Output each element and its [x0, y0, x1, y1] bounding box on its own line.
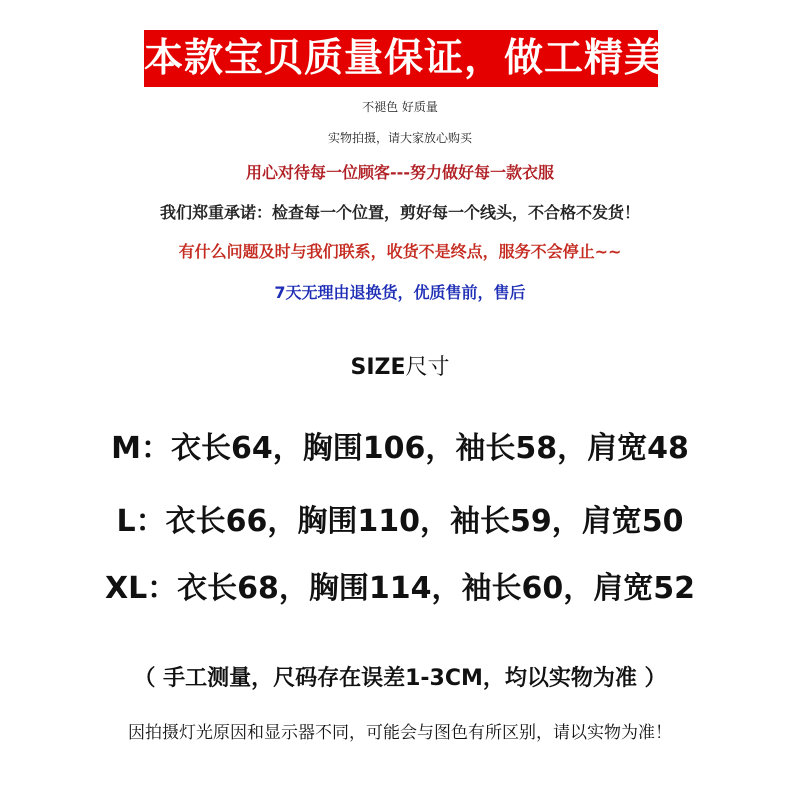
measurement-note: （ 手工测量，尺码存在误差1-3CM，均以实物为准 ）: [133, 666, 667, 691]
promise-line-returns: 7天无理由退换货，优质售前，售后: [274, 283, 526, 302]
size-row-m: M：衣长64，胸围106，袖长58，肩宽48: [111, 431, 689, 466]
size-row-xl: XL：衣长68，胸围114，袖长60，肩宽52: [104, 571, 696, 606]
size-heading-en: SIZE: [350, 355, 406, 380]
tagline-colorfast: 不褪色 好质量: [362, 100, 438, 114]
size-heading-cn: 尺寸: [405, 355, 450, 380]
promise-line-service: 有什么问题及时与我们联系，收货不是终点，服务不会停止~~: [178, 242, 622, 261]
promise-line-inspection: 我们郑重承诺：检查每一个位置，剪好每一个线头，不合格不发货！: [159, 203, 640, 222]
tagline-real-photo: 实物拍摄，请大家放心购买: [327, 131, 472, 145]
promise-line-care: 用心对待每一位顾客---努力做好每一款衣服: [246, 163, 554, 182]
quality-guarantee-banner: 本款宝贝质量保证，做工精美: [144, 30, 658, 87]
color-disclaimer: 因拍摄灯光原因和显示器不同，可能会与图色有所区别，请以实物为准！: [128, 723, 672, 743]
size-heading: [0, 350, 800, 381]
size-row-l: L：衣长66，胸围110，袖长59，肩宽50: [116, 504, 684, 539]
